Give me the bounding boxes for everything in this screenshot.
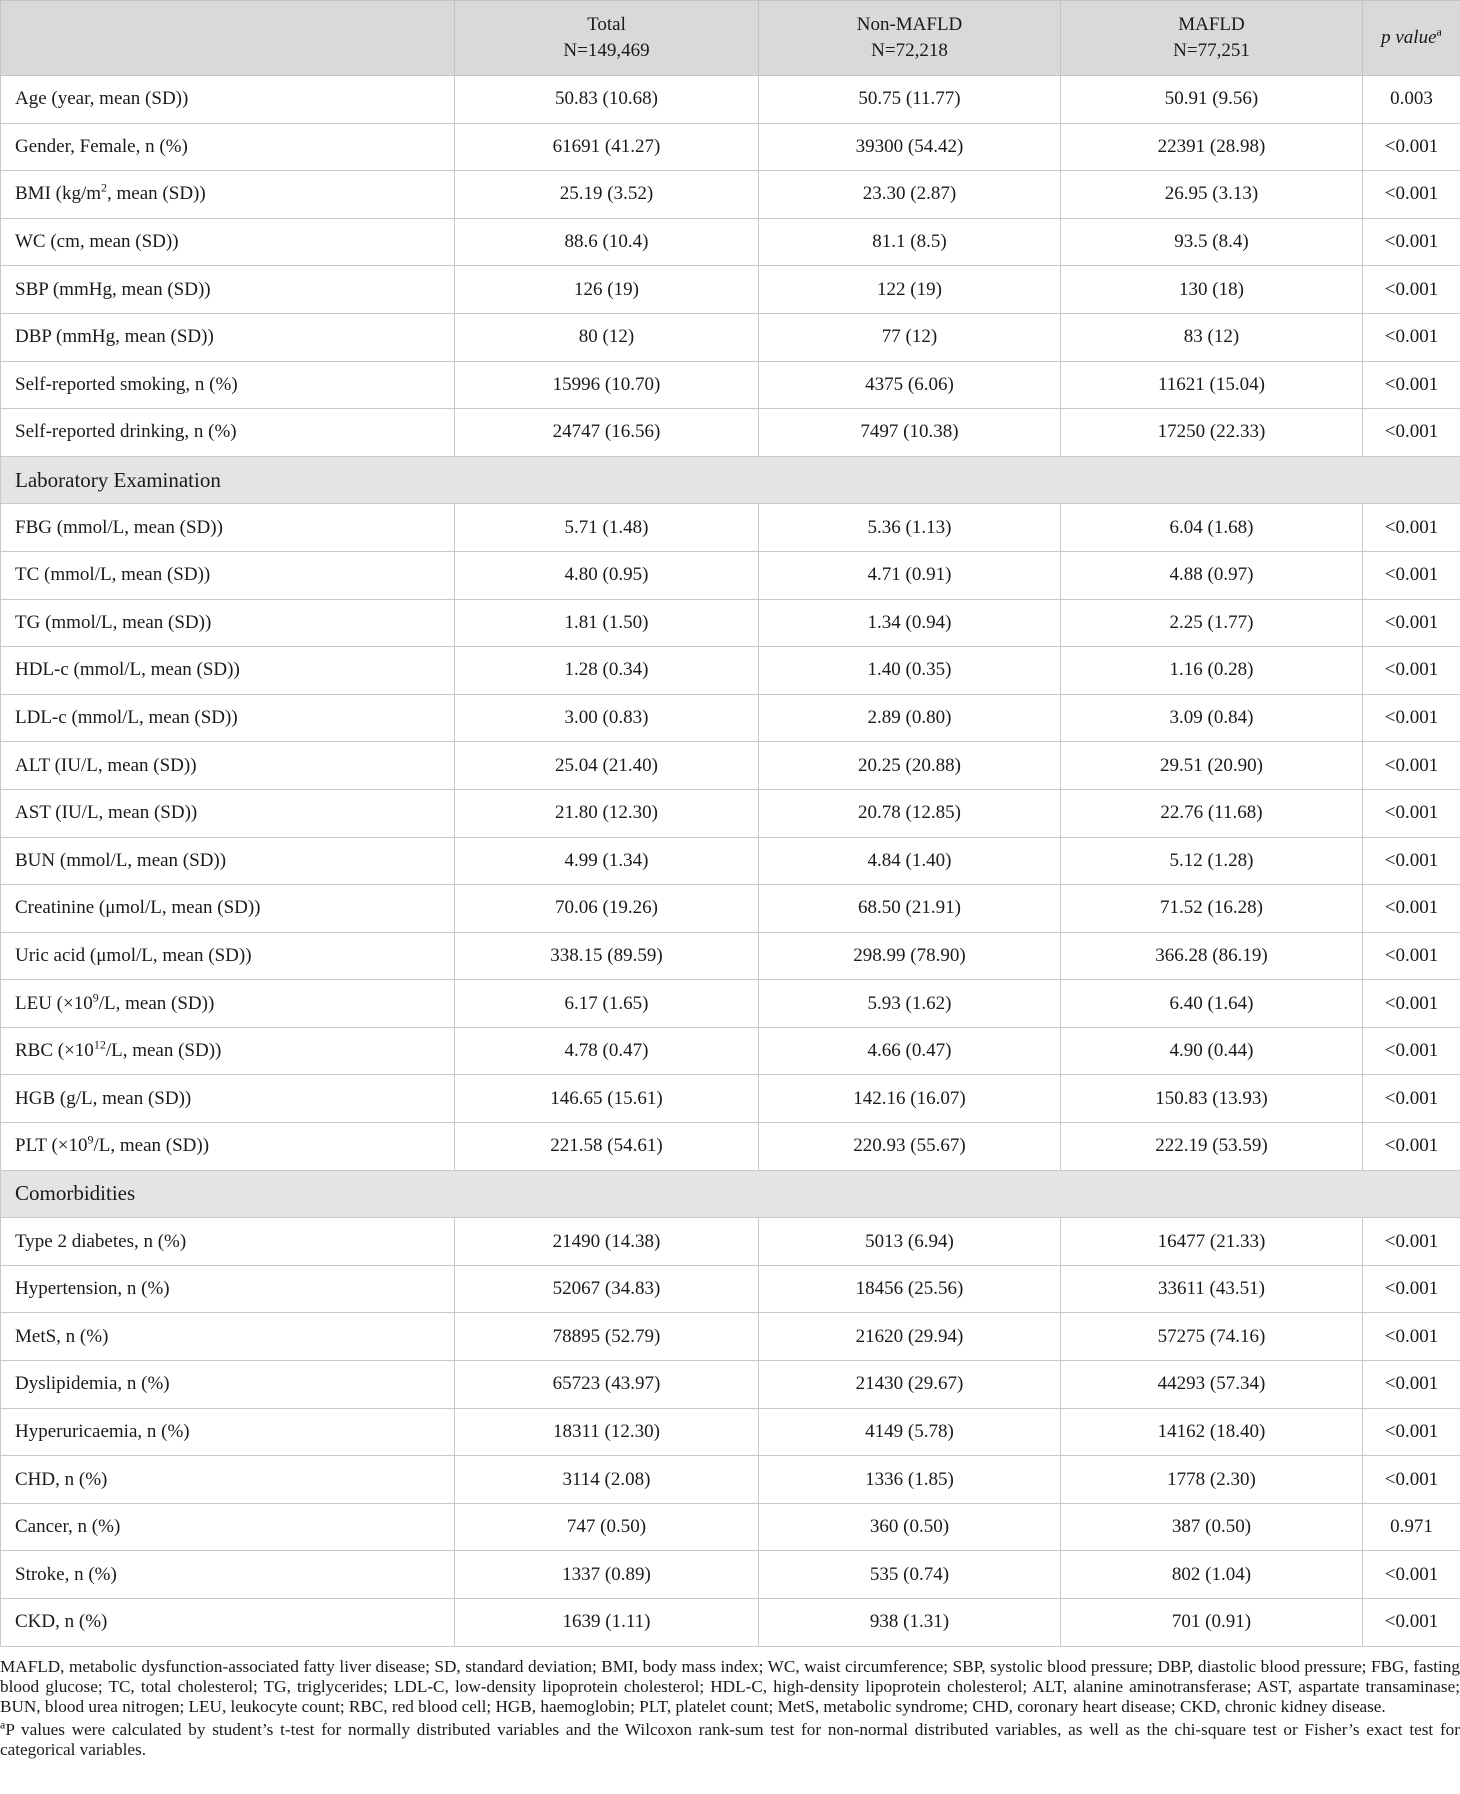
table-row: [1, 1456, 1460, 1504]
table-body: [1, 76, 1460, 1647]
cell-mafld: 6.04 (1.68): [1061, 504, 1363, 552]
row-label: Dyslipidemia, n (%): [1, 1361, 455, 1409]
cell-mafld: 3.09 (0.84): [1061, 694, 1363, 742]
cell-p-value: <0.001: [1363, 694, 1460, 742]
cell-mafld: 22391 (28.98): [1061, 123, 1363, 171]
cell-p-value: <0.001: [1363, 171, 1460, 219]
row-label-sup: 9: [87, 1133, 94, 1148]
row-label: Self-reported drinking, n (%): [1, 409, 455, 457]
table-row: [1, 123, 1460, 171]
cell-non-mafld: 4149 (5.78): [759, 1408, 1061, 1456]
cell-total: 747 (0.50): [455, 1503, 759, 1551]
cell-mafld: 1778 (2.30): [1061, 1456, 1363, 1504]
row-label: ALT (IU/L, mean (SD)): [1, 742, 455, 790]
table-row: [1, 885, 1460, 933]
row-label: DBP (mmHg, mean (SD)): [1, 313, 455, 361]
cell-total: 4.80 (0.95): [455, 551, 759, 599]
cell-mafld: 71.52 (16.28): [1061, 885, 1363, 933]
header-non-mafld: [759, 1, 1061, 76]
cell-mafld: 14162 (18.40): [1061, 1408, 1363, 1456]
table-row: [1, 76, 1460, 124]
row-label-post: /L, mean (SD)): [93, 1135, 210, 1157]
row-label: HGB (g/L, mean (SD)): [1, 1075, 455, 1123]
cell-total: 21.80 (12.30): [455, 789, 759, 837]
cell-non-mafld: 18456 (25.56): [759, 1265, 1061, 1313]
row-label: Type 2 diabetes, n (%): [1, 1218, 455, 1266]
cell-non-mafld: 81.1 (8.5): [759, 218, 1061, 266]
header-mafld-n: N=77,251: [1173, 40, 1250, 61]
cell-total: 50.83 (10.68): [455, 76, 759, 124]
section-title: Comorbidities: [1, 1170, 1460, 1218]
table-row: [1, 599, 1460, 647]
header-p-value: [1363, 1, 1460, 76]
table-footnotes: [0, 1647, 1460, 1761]
cell-mafld: 4.90 (0.44): [1061, 1027, 1363, 1075]
row-label: Age (year, mean (SD)): [1, 76, 455, 124]
cell-total: 3114 (2.08): [455, 1456, 759, 1504]
cell-mafld: 387 (0.50): [1061, 1503, 1363, 1551]
row-label-sup: 9: [92, 990, 99, 1005]
cell-non-mafld: 535 (0.74): [759, 1551, 1061, 1599]
cell-total: 61691 (41.27): [455, 123, 759, 171]
row-label: Creatinine (μmol/L, mean (SD)): [1, 885, 455, 933]
cell-mafld: 33611 (43.51): [1061, 1265, 1363, 1313]
table-row: [1, 1599, 1460, 1647]
header-non-mafld-n: N=72,218: [871, 40, 948, 61]
table-row: [1, 694, 1460, 742]
table-row: [1, 1265, 1460, 1313]
cell-total: 4.78 (0.47): [455, 1027, 759, 1075]
cell-p-value: <0.001: [1363, 123, 1460, 171]
table-row: [1, 1361, 1460, 1409]
cell-mafld: 5.12 (1.28): [1061, 837, 1363, 885]
cell-mafld: 16477 (21.33): [1061, 1218, 1363, 1266]
cell-non-mafld: 298.99 (78.90): [759, 932, 1061, 980]
row-label: Self-reported smoking, n (%): [1, 361, 455, 409]
cell-total: 221.58 (54.61): [455, 1123, 759, 1171]
table-row: [1, 409, 1460, 457]
cell-p-value: <0.001: [1363, 1075, 1460, 1123]
table-row: [1, 1503, 1460, 1551]
cell-p-value: <0.001: [1363, 1408, 1460, 1456]
cell-non-mafld: 1.40 (0.35): [759, 647, 1061, 695]
row-label-post: /L, mean (SD)): [105, 1040, 222, 1062]
table-row: [1, 361, 1460, 409]
row-label: Gender, Female, n (%): [1, 123, 455, 171]
cell-total: 1.28 (0.34): [455, 647, 759, 695]
header-blank-cell: [1, 1, 455, 76]
cell-mafld: 4.88 (0.97): [1061, 551, 1363, 599]
cell-total: 1.81 (1.50): [455, 599, 759, 647]
cell-non-mafld: 7497 (10.38): [759, 409, 1061, 457]
cell-non-mafld: 23.30 (2.87): [759, 171, 1061, 219]
cell-total: 338.15 (89.59): [455, 932, 759, 980]
cell-p-value: <0.001: [1363, 647, 1460, 695]
cell-mafld: 150.83 (13.93): [1061, 1075, 1363, 1123]
cell-p-value: <0.001: [1363, 313, 1460, 361]
cell-mafld: 802 (1.04): [1061, 1551, 1363, 1599]
cell-mafld: 2.25 (1.77): [1061, 599, 1363, 647]
table-row: [1, 1551, 1460, 1599]
row-label: [1, 1027, 455, 1075]
cell-p-value: <0.001: [1363, 551, 1460, 599]
row-label: CHD, n (%): [1, 1456, 455, 1504]
table-row: [1, 504, 1460, 552]
row-label: TC (mmol/L, mean (SD)): [1, 551, 455, 599]
header-p-value-label: p value: [1381, 27, 1437, 48]
cell-total: 65723 (43.97): [455, 1361, 759, 1409]
cell-p-value: <0.001: [1363, 361, 1460, 409]
cell-total: 88.6 (10.4): [455, 218, 759, 266]
cell-p-value: <0.001: [1363, 837, 1460, 885]
cell-p-value: <0.001: [1363, 742, 1460, 790]
cell-p-value: <0.001: [1363, 409, 1460, 457]
cell-mafld: 50.91 (9.56): [1061, 76, 1363, 124]
cell-total: 52067 (34.83): [455, 1265, 759, 1313]
row-label: HDL-c (mmol/L, mean (SD)): [1, 647, 455, 695]
cell-mafld: 1.16 (0.28): [1061, 647, 1363, 695]
table-row: [1, 218, 1460, 266]
cell-non-mafld: 938 (1.31): [759, 1599, 1061, 1647]
cell-p-value: <0.001: [1363, 980, 1460, 1028]
row-label: SBP (mmHg, mean (SD)): [1, 266, 455, 314]
section-header-row: [1, 456, 1460, 504]
cell-mafld: 57275 (74.16): [1061, 1313, 1363, 1361]
cell-total: 4.99 (1.34): [455, 837, 759, 885]
cell-total: 6.17 (1.65): [455, 980, 759, 1028]
row-label: MetS, n (%): [1, 1313, 455, 1361]
cell-p-value: <0.001: [1363, 1265, 1460, 1313]
cell-mafld: 29.51 (20.90): [1061, 742, 1363, 790]
cell-non-mafld: 360 (0.50): [759, 1503, 1061, 1551]
row-label-post: /L, mean (SD)): [98, 992, 215, 1014]
cell-non-mafld: 1.34 (0.94): [759, 599, 1061, 647]
table-row: [1, 1123, 1460, 1171]
header-non-mafld-name: Non-MAFLD: [856, 14, 963, 35]
row-label: AST (IU/L, mean (SD)): [1, 789, 455, 837]
cell-mafld: 83 (12): [1061, 313, 1363, 361]
cell-total: 18311 (12.30): [455, 1408, 759, 1456]
table-row: [1, 789, 1460, 837]
cell-total: 21490 (14.38): [455, 1218, 759, 1266]
table-row: [1, 266, 1460, 314]
cell-non-mafld: 122 (19): [759, 266, 1061, 314]
table-row: [1, 980, 1460, 1028]
row-label: TG (mmol/L, mean (SD)): [1, 599, 455, 647]
table-row: [1, 647, 1460, 695]
row-label-sup: 2: [101, 181, 108, 196]
table-row: [1, 837, 1460, 885]
cell-total: 1639 (1.11): [455, 1599, 759, 1647]
row-label-pre: LEU (×10: [15, 992, 93, 1014]
header-p-value-sup: a: [1436, 24, 1442, 39]
section-title: Laboratory Examination: [1, 456, 1460, 504]
p-value-note: [0, 1717, 1460, 1761]
table-row: [1, 551, 1460, 599]
row-label-sup: 12: [93, 1037, 106, 1052]
cell-mafld: 11621 (15.04): [1061, 361, 1363, 409]
cell-total: 1337 (0.89): [455, 1551, 759, 1599]
cell-total: 70.06 (19.26): [455, 885, 759, 933]
cell-mafld: 6.40 (1.64): [1061, 980, 1363, 1028]
cell-total: 5.71 (1.48): [455, 504, 759, 552]
cell-non-mafld: 21620 (29.94): [759, 1313, 1061, 1361]
cell-p-value: <0.001: [1363, 1361, 1460, 1409]
row-label: WC (cm, mean (SD)): [1, 218, 455, 266]
header-total: [455, 1, 759, 76]
cell-non-mafld: 21430 (29.67): [759, 1361, 1061, 1409]
table-header-row: [1, 1, 1460, 76]
cell-non-mafld: 4.66 (0.47): [759, 1027, 1061, 1075]
cell-p-value: <0.001: [1363, 266, 1460, 314]
row-label: [1, 1123, 455, 1171]
row-label: [1, 171, 455, 219]
table-row: [1, 1313, 1460, 1361]
row-label: BUN (mmol/L, mean (SD)): [1, 837, 455, 885]
cell-p-value: 0.971: [1363, 1503, 1460, 1551]
cell-non-mafld: 20.78 (12.85): [759, 789, 1061, 837]
cell-total: 24747 (16.56): [455, 409, 759, 457]
cell-mafld: 222.19 (53.59): [1061, 1123, 1363, 1171]
p-value-note-text: P values were calculated by student’s t-test for normally distributed variables and the Wilcoxon rank-sum test for non-normal distributed variables, as well as the chi-square test or Fisher’s exact test for categorical variables.: [0, 1719, 1460, 1760]
cell-p-value: 0.003: [1363, 76, 1460, 124]
table-row: [1, 932, 1460, 980]
row-label: Hyperuricaemia, n (%): [1, 1408, 455, 1456]
cell-p-value: <0.001: [1363, 932, 1460, 980]
row-label: Cancer, n (%): [1, 1503, 455, 1551]
header-total-n: N=149,469: [563, 40, 650, 61]
cell-non-mafld: 77 (12): [759, 313, 1061, 361]
row-label: FBG (mmol/L, mean (SD)): [1, 504, 455, 552]
cell-mafld: 701 (0.91): [1061, 1599, 1363, 1647]
table-row: [1, 171, 1460, 219]
table-row: [1, 1408, 1460, 1456]
table-row: [1, 1075, 1460, 1123]
cell-non-mafld: 50.75 (11.77): [759, 76, 1061, 124]
cell-non-mafld: 20.25 (20.88): [759, 742, 1061, 790]
cell-total: 126 (19): [455, 266, 759, 314]
row-label: Uric acid (μmol/L, mean (SD)): [1, 932, 455, 980]
row-label: Hypertension, n (%): [1, 1265, 455, 1313]
cell-total: 78895 (52.79): [455, 1313, 759, 1361]
row-label: [1, 980, 455, 1028]
header-mafld-name: MAFLD: [1178, 14, 1245, 35]
cell-non-mafld: 5013 (6.94): [759, 1218, 1061, 1266]
cell-p-value: <0.001: [1363, 885, 1460, 933]
cell-mafld: 93.5 (8.4): [1061, 218, 1363, 266]
table-row: [1, 1218, 1460, 1266]
cell-mafld: 22.76 (11.68): [1061, 789, 1363, 837]
cell-mafld: 17250 (22.33): [1061, 409, 1363, 457]
cell-non-mafld: 1336 (1.85): [759, 1456, 1061, 1504]
cell-p-value: <0.001: [1363, 1027, 1460, 1075]
row-label: CKD, n (%): [1, 1599, 455, 1647]
cell-total: 25.04 (21.40): [455, 742, 759, 790]
cell-non-mafld: 5.93 (1.62): [759, 980, 1061, 1028]
table-row: [1, 1027, 1460, 1075]
cell-mafld: 44293 (57.34): [1061, 1361, 1363, 1409]
cell-p-value: <0.001: [1363, 1456, 1460, 1504]
cell-total: 25.19 (3.52): [455, 171, 759, 219]
cell-p-value: <0.001: [1363, 789, 1460, 837]
cell-non-mafld: 2.89 (0.80): [759, 694, 1061, 742]
row-label: Stroke, n (%): [1, 1551, 455, 1599]
cell-mafld: 130 (18): [1061, 266, 1363, 314]
cell-p-value: <0.001: [1363, 1313, 1460, 1361]
cell-total: 80 (12): [455, 313, 759, 361]
cell-p-value: <0.001: [1363, 1218, 1460, 1266]
cell-p-value: <0.001: [1363, 1551, 1460, 1599]
row-label-pre: BMI (kg/m: [15, 183, 102, 205]
cell-mafld: 366.28 (86.19): [1061, 932, 1363, 980]
section-header-row: [1, 1170, 1460, 1218]
header-mafld: [1061, 1, 1363, 76]
cell-total: 3.00 (0.83): [455, 694, 759, 742]
cell-non-mafld: 4375 (6.06): [759, 361, 1061, 409]
row-label-post: , mean (SD)): [107, 183, 206, 205]
cell-non-mafld: 4.84 (1.40): [759, 837, 1061, 885]
row-label-pre: PLT (×10: [15, 1135, 88, 1157]
cell-non-mafld: 220.93 (55.67): [759, 1123, 1061, 1171]
cell-mafld: 26.95 (3.13): [1061, 171, 1363, 219]
row-label: LDL-c (mmol/L, mean (SD)): [1, 694, 455, 742]
cell-p-value: <0.001: [1363, 599, 1460, 647]
row-label-pre: RBC (×10: [15, 1040, 94, 1062]
header-total-name: Total: [587, 14, 626, 35]
cell-total: 146.65 (15.61): [455, 1075, 759, 1123]
cell-total: 15996 (10.70): [455, 361, 759, 409]
cell-p-value: <0.001: [1363, 1123, 1460, 1171]
table-row: [1, 742, 1460, 790]
cell-non-mafld: 5.36 (1.13): [759, 504, 1061, 552]
cell-non-mafld: 142.16 (16.07): [759, 1075, 1061, 1123]
cell-non-mafld: 4.71 (0.91): [759, 551, 1061, 599]
cell-p-value: <0.001: [1363, 1599, 1460, 1647]
cell-p-value: <0.001: [1363, 218, 1460, 266]
table-row: [1, 313, 1460, 361]
p-value-note-marker: a: [0, 1717, 6, 1732]
cell-non-mafld: 68.50 (21.91): [759, 885, 1061, 933]
abbreviations-note: MAFLD, metabolic dysfunction-associated fatty liver disease; SD, standard deviation; BMI, body mass index; WC, waist circumference; SBP, systolic blood pressure; DBP, diastolic blood pressure; FBG, fasting blood glucose; TC, total cholesterol; TG, triglycerides; LDL-C, low-density lipoprotein cholesterol; HDL-C, high-density lipoprotein cholesterol; ALT, alanine aminotransferase; AST, aspartate transaminase; BUN, blood urea nitrogen; LEU, leukocyte count; RBC, red blood cell; HGB, haemoglobin; PLT, platelet count; MetS, metabolic syndrome; CHD, coronary heart disease; CKD, chronic kidney disease.: [0, 1656, 1460, 1717]
cell-p-value: <0.001: [1363, 504, 1460, 552]
cell-non-mafld: 39300 (54.42): [759, 123, 1061, 171]
